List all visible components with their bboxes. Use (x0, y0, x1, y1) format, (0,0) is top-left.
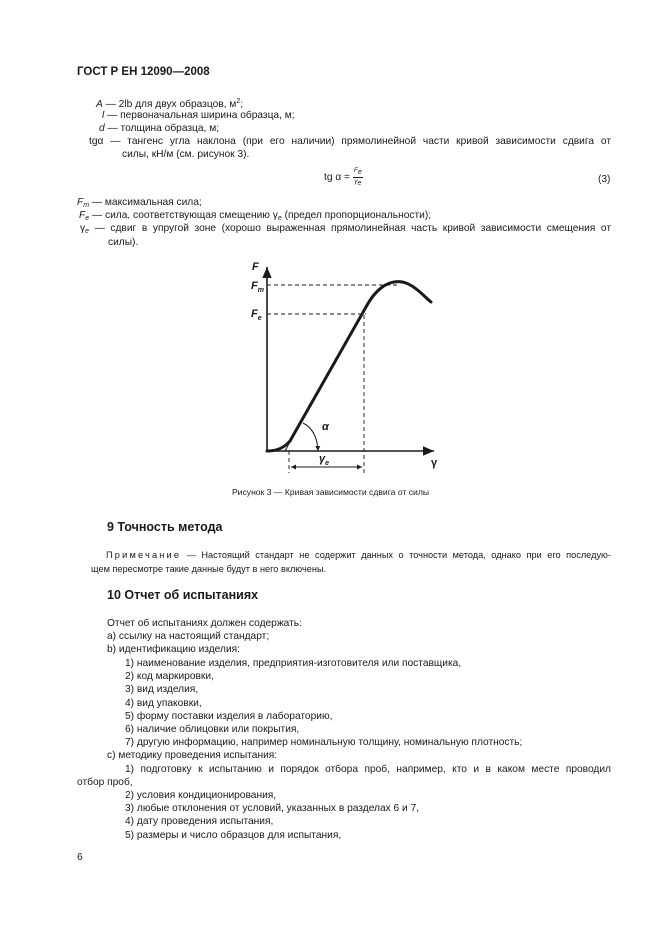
numerator-subscript: e (357, 169, 362, 176)
list-item: 4) дату проведения испытания, (125, 816, 274, 827)
section-9-note-line1 (106, 548, 611, 562)
section-10-heading: 10 Отчет об испытаниях (107, 588, 259, 602)
section-9-heading: 9 Точность метода (107, 520, 223, 534)
fe-label-subscript: e (257, 315, 262, 322)
symbol-ge: γ (80, 223, 86, 234)
definition-d (99, 122, 219, 135)
fm-label-symbol: F (251, 280, 258, 292)
formula-3 (324, 167, 363, 188)
list-item: 7) другую информацию, например номинальную толщину, номинальную плотность; (125, 737, 523, 748)
symbol-fe-subscript: e (85, 215, 90, 222)
list-item: c) методику проведения испытания: (107, 750, 278, 761)
symbol-tg: tgα (89, 136, 104, 147)
list-item: 5) форму поставки изделия в лабораторию, (125, 711, 333, 722)
symbol-a: A (96, 99, 103, 110)
note-label: Примечание (106, 550, 182, 560)
fm-label (251, 280, 264, 294)
list-item: 5) размеры и число образцов для испытания, (125, 830, 342, 841)
page-number: 6 (77, 852, 83, 863)
list-item-continuation: отбор проб, (77, 777, 133, 788)
list-item: 2) условия кондиционирования, (125, 790, 277, 801)
definition-ge-text: — сдвиг в упругой зоне (хорошо выраженная прямолинейная часть кривой зависимости смещения от (89, 223, 611, 234)
list-item: 4) вид упаковки, (125, 698, 202, 709)
formula-fraction (353, 167, 363, 188)
angle-label: α (322, 421, 329, 433)
document-header: ГОСТ Р ЕН 12090—2008 (77, 66, 210, 78)
formula-number: (3) (598, 174, 611, 185)
formula-numerator (353, 167, 363, 178)
axis-y-label: F (252, 261, 259, 273)
section-9-note-line2: щем пересмотре такие данные будут в него включены. (91, 564, 327, 574)
note-text: — Настоящий стандарт не содержит данных о точности метода, однако при его последую- (181, 550, 611, 560)
list-item: a) ссылку на настоящий стандарт; (107, 631, 270, 642)
denominator-subscript: e (357, 180, 362, 187)
gamma-subscript: e (277, 215, 282, 222)
fe-label-symbol: F (251, 308, 258, 320)
symbol-fm: F (77, 197, 84, 208)
symbol-fe: F (79, 210, 86, 221)
definition-tg-line1 (89, 135, 611, 148)
list-item: 3) любые отклонения от условий, указанных в разделах 6 и 7, (125, 803, 420, 814)
definition-ge-line1 (80, 222, 611, 238)
figure-caption: Рисунок 3 — Кривая зависимости сдвига от силы (231, 487, 430, 497)
definition-a-text: — 2lb для двух образцов, м (102, 99, 237, 110)
definition-ge-line2: силы). (108, 237, 139, 248)
report-intro: Отчет об испытаниях должен содержать: (107, 618, 302, 629)
unit-exponent: 2 (236, 98, 241, 105)
list-item: 6) наличие облицовки или покрытия, (125, 724, 300, 735)
ge-label-subscript: e (325, 460, 330, 467)
list-item: 3) вид изделия, (125, 684, 199, 695)
definition-tg-text: — тангенс угла наклона (при его наличии) прямолинейной части кривой зависимости сдвига от (103, 136, 611, 147)
angle-arc (303, 423, 318, 451)
symbol-d: d (99, 123, 105, 134)
formula-lhs: tg α = (324, 172, 350, 184)
list-item: b) идентификацию изделия: (107, 644, 240, 655)
ge-label-symbol: γ (319, 453, 326, 465)
list-item: 1) наименование изделия, предприятия-изготовителя или поставщика, (125, 658, 462, 669)
denominator-symbol: γ (354, 178, 358, 185)
definition-fe-text: — сила, соответствующая смещению γ (89, 210, 278, 221)
fm-label-subscript: m (257, 287, 264, 294)
formula-denominator (353, 178, 363, 188)
symbol-fm-subscript: m (83, 202, 90, 209)
numerator-symbol: F (353, 167, 358, 174)
shear-force-curve (267, 282, 431, 451)
list-item: 2) код маркировки, (125, 671, 214, 682)
definition-l-text: — первоначальная ширина образца, м; (104, 110, 295, 121)
definition-a-end: ; (240, 99, 244, 110)
definition-tg-line2: силы, кН/м (см. рисунок 3). (122, 149, 250, 160)
fe-label (251, 308, 262, 322)
shear-force-figure (240, 255, 450, 475)
definition-fe-text2: (предел пропорциональности); (281, 210, 432, 221)
definition-l (102, 109, 295, 122)
axis-x-label: γ (431, 457, 438, 469)
definition-fm-text: — максимальная сила; (89, 197, 202, 208)
symbol-ge-subscript: e (85, 228, 89, 235)
ge-label (319, 453, 329, 467)
symbol-l: l (102, 110, 105, 121)
definition-d-text: — толщина образца, м; (104, 123, 220, 134)
list-item: 1) подготовку к испытанию и порядок отбора проб, например, кто и в каком месте проводил (125, 764, 611, 775)
